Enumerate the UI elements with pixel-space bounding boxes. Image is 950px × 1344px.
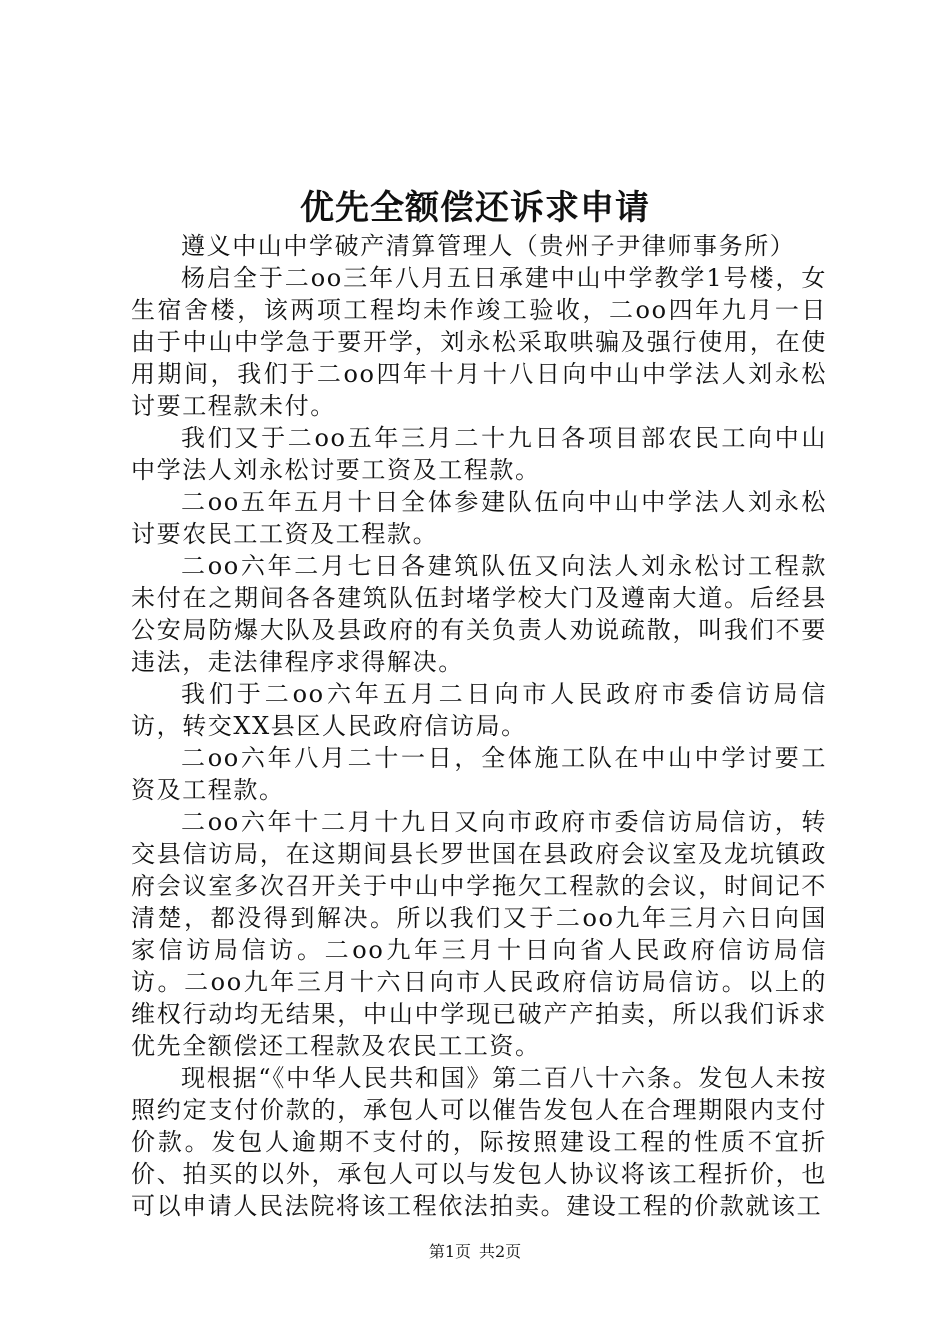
paragraph: 二oo五年五月十日全体参建队伍向中山中学法人刘永松讨要农民工工资及工程款。 — [131, 488, 827, 548]
paragraph: 我们又于二oo五年三月二十九日各项目部农民工向中山中学法人刘永松讨要工资及工程款。 — [131, 424, 827, 484]
paragraph: 二oo六年二月七日各建筑队伍又向法人刘永松讨工程款未付在之期间各各建筑队伍封堵学校大门及遵南大道。后经县公安局防爆大队及县政府的有关负责人劝说疏散，叫我们不要违法，走法律程序求得解决。 — [131, 552, 827, 676]
document-title: 优先全额偿还诉求申请 — [300, 188, 650, 228]
paragraph: 我们于二oo六年五月二日向市人民政府市委信访局信访，转交XX县区人民政府信访局。 — [131, 680, 827, 740]
paragraph: 杨启全于二oo三年八月五日承建中山中学教学1号楼，女生宿舍楼，该两项工程均未作竣工验收，二oo四年九月一日由于中山中学急于要开学，刘永松采取哄骗及强行使用，在使用期间，我们于二oo四年十月十八日向中山中学法人刘永松讨要工程款未付。 — [131, 264, 827, 420]
paragraph-addressee: 遵义中山中学破产清算管理人（贵州子尹律师事务所） — [181, 232, 796, 260]
page-number-current: 第1页 — [428, 1242, 471, 1261]
paragraph: 现根据“《中华人民共和国》第二百八十六条。发包人未按照约定支付价款的，承包人可以催告发包人在合理期限内支付价款。发包人逾期不支付的，际按照建设工程的性质不宜折价、拍买的以外，承包人可以与发包人协议将该工程折价，也可以申请人民法院将该工程依法拍卖。建设工程的价款就该工 — [131, 1064, 827, 1220]
document-body — [131, 230, 827, 1222]
page-footer — [0, 1241, 950, 1263]
page-number-total: 共2页 — [479, 1242, 522, 1261]
paragraph: 二oo六年八月二十一日，全体施工队在中山中学讨要工资及工程款。 — [131, 744, 827, 804]
paragraph: 二oo六年十二月十九日又向市政府市委信访局信访，转交县信访局，在这期间县长罗世国在县政府会议室及龙坑镇政府会议室多次召开关于中山中学拖欠工程款的会议，时间记不清楚，都没得到解决。所以我们又于二oo九年三月六日向国家信访局信访。二oo九年三月十日向省人民政府信访局信访。二oo九年三月十六日向市人民政府信访局信访。以上的维权行动均无结果，中山中学现已破产产拍卖，所以我们诉求优先全额偿还工程款及农民工工资。 — [131, 808, 827, 1060]
